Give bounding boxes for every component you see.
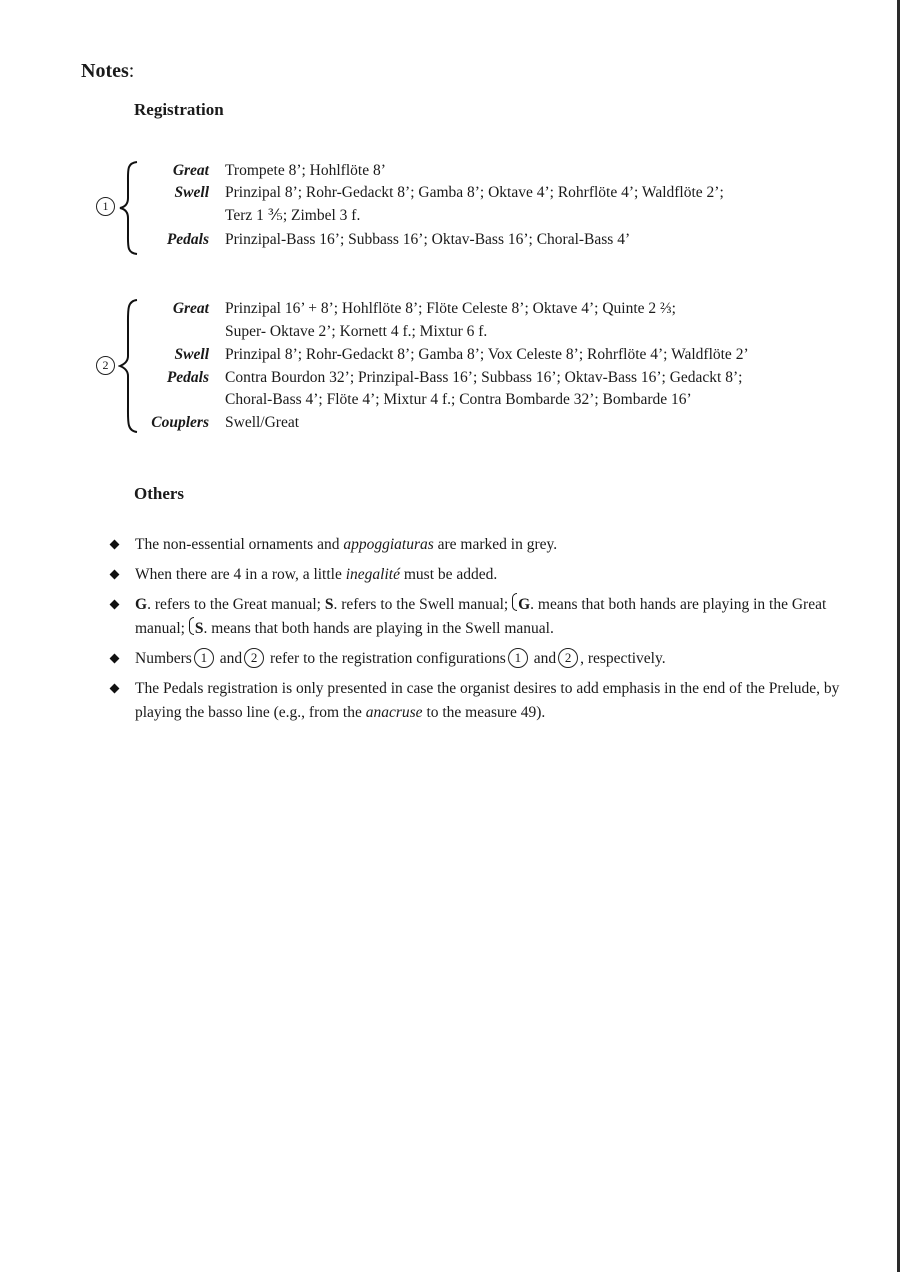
- manual-label: Pedals: [166, 369, 209, 386]
- list-item: The non-essential ornaments and appoggiaturas are marked in grey.: [110, 533, 840, 557]
- bracket-icon: [512, 593, 517, 611]
- stops-text: Prinzipal 8’; Rohr-Gedackt 8’; Gamba 8’; Vox Celeste 8’; Rohrflöte 4’; Waldflöte 2’: [225, 346, 749, 363]
- circled-number: 2: [558, 648, 578, 668]
- registration-heading: Registration: [134, 100, 224, 119]
- stops-text: Trompete 8’; Hohlflöte 8’: [225, 162, 386, 179]
- stops-text: Prinzipal-Bass 16’; Subbass 16’; Oktav-Bass 16’; Choral-Bass 4’: [225, 231, 631, 248]
- registration-2: [96, 298, 876, 434]
- list-item: The Pedals registration is only presented in case the organist desires to add emphasis in the end of the Prelude, by playing the basso line (e.g., from the anacruse to the measure 49).: [110, 677, 840, 725]
- manual-label: Swell: [174, 346, 209, 363]
- others-heading: Others: [134, 484, 185, 503]
- registration-1: [96, 160, 876, 256]
- list-item: When there are 4 in a row, a little inegalité must be added.: [110, 563, 840, 587]
- diamond-bullet-icon: [110, 684, 120, 694]
- diamond-bullet-icon: [110, 540, 120, 550]
- stops-text: Super- Oktave 2’; Kornett 4 f.; Mixtur 6 f.: [225, 323, 488, 340]
- circled-number: 1: [508, 648, 528, 668]
- stops-text: Choral-Bass 4’; Flöte 4’; Mixtur 4 f.; Contra Bombarde 32’; Bombarde 16’: [225, 391, 692, 408]
- notes-bullet-list: [110, 533, 840, 731]
- stops-text: Terz 1 ⅗; Zimbel 3 f.: [225, 207, 361, 224]
- manual-label: Couplers: [151, 414, 209, 431]
- stops-text: Contra Bourdon 32’; Prinzipal-Bass 16’; Subbass 16’; Oktav-Bass 16’; Gedackt 8’;: [225, 369, 743, 386]
- diamond-bullet-icon: [110, 600, 120, 610]
- stops-text: Prinzipal 16’ + 8’; Hohlflöte 8’; Flöte Celeste 8’; Oktave 4’; Quinte 2 ⅔;: [225, 300, 676, 317]
- bracket-icon: [189, 617, 194, 635]
- manual-label: Great: [172, 300, 209, 317]
- registration-number: 2: [96, 356, 115, 375]
- registration-number: 1: [96, 197, 115, 216]
- list-item: G. refers to the Great manual; S. refers to the Swell manual; G. means that both hands are playing in the Great manual; S. means that both hands are playing in the Swell manual.: [110, 593, 840, 641]
- manual-label: Great: [172, 162, 209, 179]
- circled-number: 2: [244, 648, 264, 668]
- diamond-bullet-icon: [110, 654, 120, 664]
- diamond-bullet-icon: [110, 570, 120, 580]
- notes-title: Notes:: [81, 60, 135, 82]
- manual-label: Pedals: [166, 231, 209, 248]
- circled-number: 1: [194, 648, 214, 668]
- manual-label: Swell: [174, 184, 209, 201]
- stops-text: Swell/Great: [225, 414, 300, 431]
- stops-text: Prinzipal 8’; Rohr-Gedackt 8’; Gamba 8’; Oktave 4’; Rohrflöte 4’; Waldflöte 2’;: [225, 184, 724, 201]
- list-item: Numbers 1 and 2 refer to the registration configurations 1 and 2 , respectively.: [110, 647, 840, 671]
